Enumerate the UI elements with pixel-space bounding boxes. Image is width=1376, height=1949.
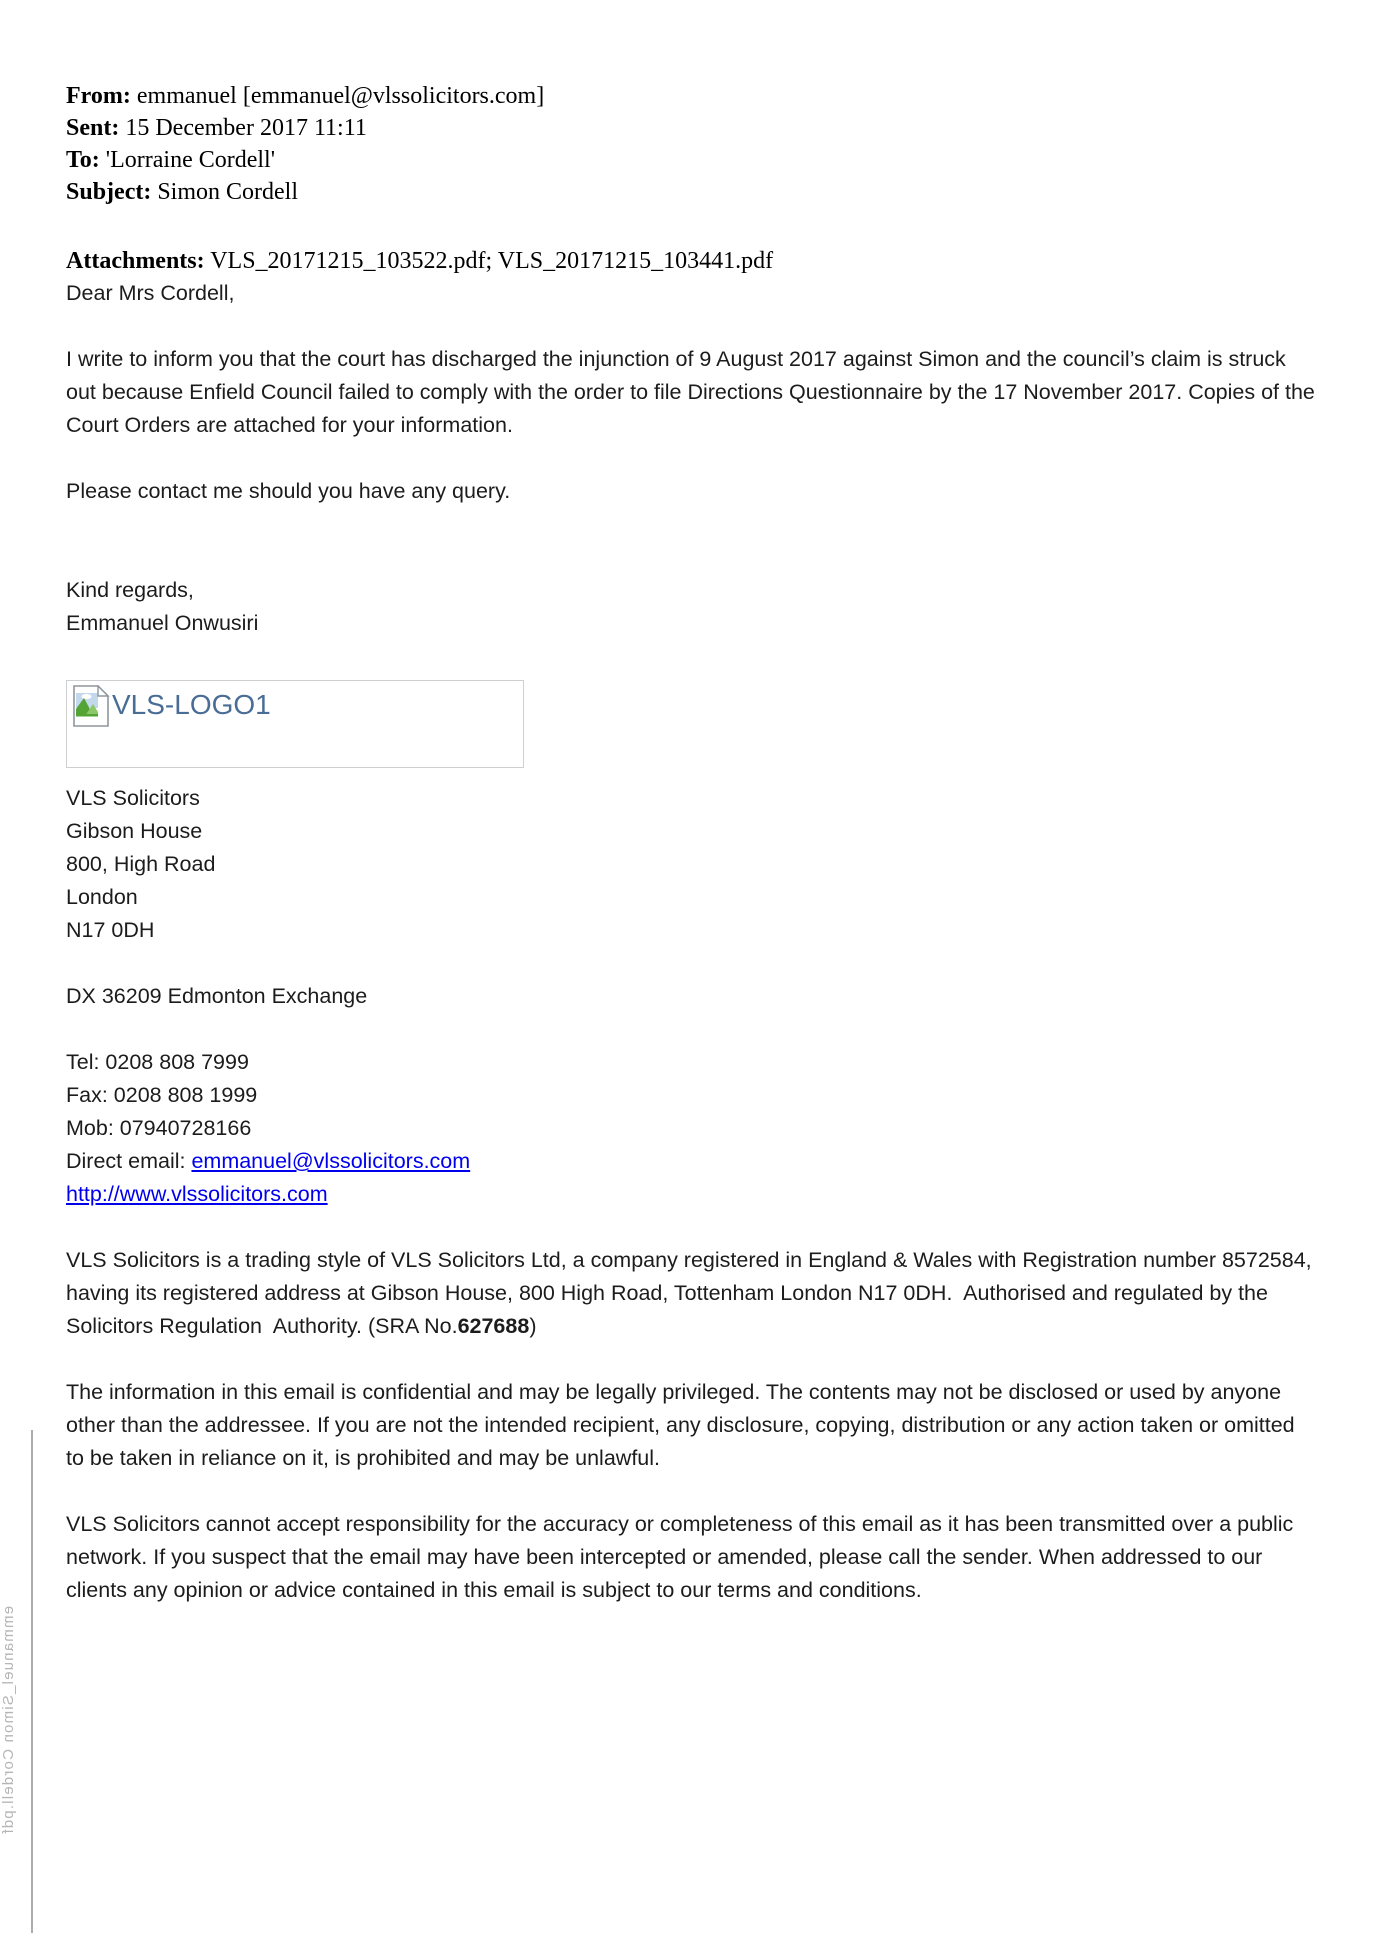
header-from-line [66, 80, 1316, 112]
website-link[interactable]: http://www.vlssolicitors.com [66, 1182, 328, 1206]
to-label: To: [66, 147, 100, 173]
sent-value: 15 December 2017 11:11 [119, 115, 367, 141]
registration-text-end: ) [529, 1314, 537, 1338]
sent-label: Sent: [66, 115, 120, 141]
logo-alt-text: VLS-LOGO1 [112, 689, 271, 720]
dx-exchange-line: DX 36209 Edmonton Exchange [66, 984, 368, 1008]
paragraph-contact: Please contact me should you have any query. [66, 479, 511, 503]
from-value: emmanuel [emmanuel@vlssolicitors.com] [130, 83, 545, 109]
direct-email-line [66, 1145, 1316, 1178]
email-body [66, 277, 1316, 1607]
signature-address-block [66, 782, 1316, 1211]
paragraph-court-order: I write to inform you that the court has discharged the injunction of 9 August 2017 against Simon and the council’s claim is struck out because Enfield Council failed to comply with the order to file Directions Questionnaire by the 17 November 2017. Copies of the Court Orders are attached for your information. [66, 347, 1315, 437]
address-line-city: London [66, 885, 138, 909]
sra-number: 627688 [457, 1314, 530, 1338]
subject-value: Simon Cordell [151, 179, 298, 205]
mirrored-filename-text: emmanuel_Simon Cordell.pdf [0, 1606, 17, 1835]
closing: Kind regards, [66, 578, 194, 602]
header-attachments-line [66, 245, 1316, 277]
tel-line: Tel: 0208 808 7999 [66, 1050, 249, 1074]
to-value: 'Lorraine Cordell' [99, 147, 276, 173]
salutation: Dear Mrs Cordell, [66, 281, 235, 305]
attachments-value: VLS_20171215_103522.pdf; VLS_20171215_103441.pdf [204, 248, 774, 274]
direct-email-link[interactable]: emmanuel@vlssolicitors.com [191, 1149, 471, 1173]
subject-label: Subject: [66, 179, 152, 205]
registration-disclaimer [66, 1244, 1316, 1343]
address-line-street: 800, High Road [66, 852, 216, 876]
responsibility-disclaimer: VLS Solicitors cannot accept responsibility for the accuracy or completeness of this email as it has been transmitted over a public network. If you suspect that the email may have been intercepted or amended, please call the sender. When addressed to our clients any opinion or advice contained in this email is subject to our terms and conditions. [66, 1512, 1294, 1602]
mob-line: Mob: 07940728166 [66, 1116, 252, 1140]
mirrored-filename-watermark [1, 1606, 17, 1896]
address-line-company: VLS Solicitors [66, 786, 200, 810]
header-to-line [66, 144, 1316, 176]
attachments-label: Attachments: [66, 248, 205, 274]
from-label: From: [66, 83, 131, 109]
address-line-postcode: N17 0DH [66, 918, 155, 942]
registration-text: VLS Solicitors is a trading style of VLS Solicitors Ltd, a company registered in England & Wales with Registration number 8572584, having its registered address at Gibson House, 800 High Road, Tottenham London N17 0DH. Authorised and regulated by the Solicitors Regulation Authority. (SRA No. [66, 1248, 1318, 1338]
header-sent-line [66, 112, 1316, 144]
address-line-building: Gibson House [66, 819, 203, 843]
direct-email-label: Direct email: [66, 1149, 192, 1173]
header-subject-line [66, 176, 1316, 208]
scan-fold-line [31, 1430, 33, 1933]
confidentiality-disclaimer: The information in this email is confidential and may be legally privileged. The contents may not be disclosed or used by anyone other than the addressee. If you are not the intended recipient, any disclosure, copying, distribution or any action taken or omitted to be taken in reliance on it, is prohibited and may be unlawful. [66, 1380, 1295, 1470]
broken-image-icon [72, 685, 110, 737]
sender-name: Emmanuel Onwusiri [66, 611, 259, 635]
broken-logo-placeholder [66, 680, 524, 768]
website-line [66, 1178, 1316, 1211]
fax-line: Fax: 0208 808 1999 [66, 1083, 258, 1107]
email-header [66, 80, 1316, 277]
